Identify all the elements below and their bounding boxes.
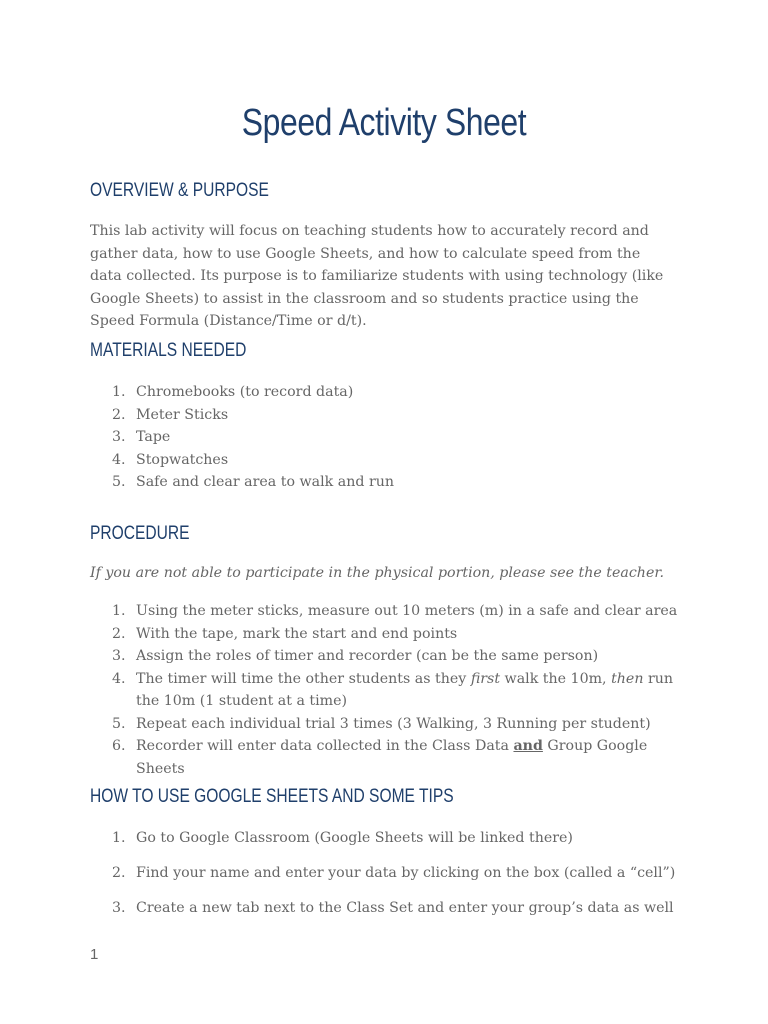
page-number: 1 xyxy=(90,946,99,963)
list-item-text: With the tape, mark the start and end points xyxy=(136,625,458,642)
list-number: 1. xyxy=(112,603,126,619)
list-item-text: Find your name and enter your data by clicking on the box (called a “cell”) xyxy=(136,865,676,881)
list-number: 2. xyxy=(112,865,126,881)
emphasis-and: and xyxy=(513,738,543,754)
procedure-note: If you are not able to participate in the physical portion, please see the teacher. xyxy=(90,565,665,581)
procedure-list xyxy=(90,600,690,780)
list-item-text: Safe and clear area to walk and run xyxy=(136,474,395,490)
list-number: 2. xyxy=(112,406,126,423)
list-item-text: Stopwatches xyxy=(136,451,229,468)
list-item xyxy=(90,645,690,668)
list-item-text: Meter Sticks xyxy=(136,406,229,423)
list-number: 1. xyxy=(112,384,126,400)
list-item xyxy=(90,449,690,472)
list-item xyxy=(90,600,690,623)
document-page xyxy=(90,0,690,1024)
list-item-text: Create a new tab next to the Class Set and enter your group’s data as well xyxy=(136,900,674,916)
list-item xyxy=(90,862,690,885)
overview-paragraph: This lab activity will focus on teaching students how to accurately record and gather data, how to use Google Sheets, and how to calculate speed from the data collected. Its purpose is to familiarize students with using technology (like Google Sheets) to assist in the classroom and so students practice using the Speed Formula (Distance/Time or d/t). xyxy=(90,223,664,329)
list-item-text: Recorder will enter data collected in the Class Data xyxy=(136,738,514,754)
list-item-text: Tape xyxy=(136,429,171,445)
list-item xyxy=(90,404,690,427)
document-title: Speed Activity Sheet xyxy=(241,102,527,144)
list-item-text: run the 10m (1 student at a time) xyxy=(136,670,674,709)
list-item-text: Go to Google Classroom (Google Sheets will be linked there) xyxy=(136,830,573,846)
google-sheets-heading: HOW TO USE GOOGLE SHEETS AND SOME TIPS xyxy=(90,786,454,807)
list-number: 2. xyxy=(112,625,126,642)
list-number: 1. xyxy=(112,830,126,846)
overview-heading: OVERVIEW & PURPOSE xyxy=(90,180,269,201)
list-number: 3. xyxy=(112,648,126,664)
list-item-text: Chromebooks (to record data) xyxy=(136,384,354,400)
list-item xyxy=(90,471,690,494)
list-number: 3. xyxy=(112,429,126,445)
list-item xyxy=(90,827,690,850)
list-item-text: The timer will time the other students as they xyxy=(136,670,471,687)
list-number: 5. xyxy=(112,715,126,732)
list-item xyxy=(90,381,690,404)
materials-list xyxy=(90,381,690,494)
list-item xyxy=(90,735,690,780)
list-item-text: Group Google Sheets xyxy=(136,738,648,777)
list-item xyxy=(90,897,690,920)
list-item-text: Assign the roles of timer and recorder (can be the same person) xyxy=(136,648,599,664)
materials-heading: MATERIALS NEEDED xyxy=(90,340,247,361)
list-number: 4. xyxy=(112,451,126,468)
google-sheets-list xyxy=(90,827,690,932)
procedure-heading: PROCEDURE xyxy=(90,523,190,544)
list-item xyxy=(90,426,690,449)
list-number: 4. xyxy=(112,670,126,687)
list-number: 6. xyxy=(112,738,126,754)
list-item xyxy=(90,668,690,713)
list-item xyxy=(90,713,690,736)
list-number: 3. xyxy=(112,900,126,916)
list-item xyxy=(90,623,690,646)
list-number: 5. xyxy=(112,474,126,490)
list-item-text: Using the meter sticks, measure out 10 meters (m) in a safe and clear area xyxy=(136,603,678,619)
emphasis-then: then xyxy=(611,670,644,687)
list-item-text: Repeat each individual trial 3 times (3 Walking, 3 Running per student) xyxy=(136,715,651,732)
list-item-text: walk the 10m, xyxy=(500,670,612,687)
emphasis-first: first xyxy=(470,670,501,687)
